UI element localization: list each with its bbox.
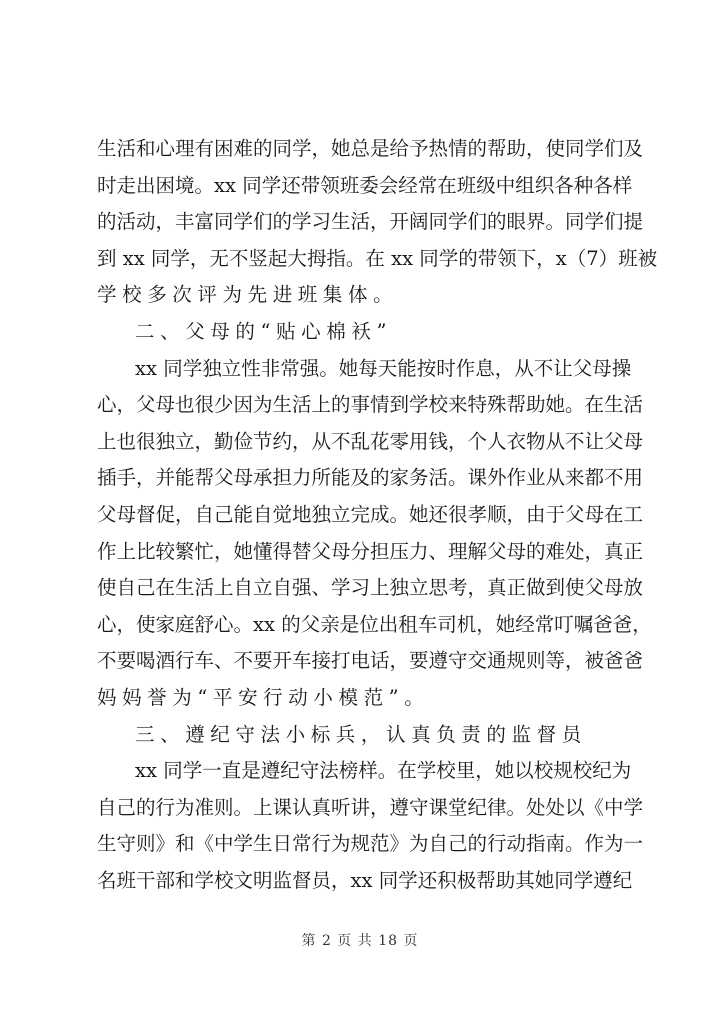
section-heading-2: 二、父母的“贴心棉袄” [135,319,393,343]
document-body [97,131,658,899]
text-line: 妈妈誉为“平安行动小模范”。 [97,685,430,709]
text-line: 父母督促，自己能自觉地独立完成。她还很孝顺，由于父母在工 [97,502,644,526]
text-line: 使自己在生活上自立自强、学习上独立思考，真正做到使父母放 [97,576,644,600]
text-line: xx 同学一直是遵纪守法榜样。在学校里，她以校规校纪为 [135,759,632,783]
text-line: 时走出困境。xx 同学还带领班委会经常在班级中组织各种各样 [97,173,633,197]
text-line: 到 xx 同学，无不竖起大拇指。在 xx 同学的带领下，x（7）班被 [97,246,658,270]
text-line: 上也很独立，勤俭节约，从不乱花零用钱，个人衣物从不让父母 [97,429,644,453]
page-number-footer: 第 2 页 共 18 页 [301,933,419,949]
text-line: 生守则》和《中学生日常行为规范》为自己的行动指南。作为一 [97,832,644,856]
text-line: 名班干部和学校文明监督员，xx 同学还积极帮助其她同学遵纪 [97,868,633,892]
text-line: xx 同学独立性非常强。她每天能按时作息，从不让父母操 [135,356,632,380]
text-line: 的活动，丰富同学们的学习生活，开阔同学们的眼界。同学们提 [97,210,644,234]
text-line: 自己的行为准则。上课认真听讲，遵守课堂纪律。处处以《中学 [97,795,644,819]
text-line: 不要喝酒行车、不要开车接打电话，要遵守交通规则等，被爸爸 [97,649,644,673]
text-line: 学校多次评为先进班集体。 [97,283,399,307]
text-line: 生活和心理有困难的同学，她总是给予热情的帮助，使同学们及 [97,137,644,160]
text-line: 插手，并能帮父母承担力所能及的家务活。课外作业从来都不用 [97,466,644,490]
text-line: 心，父母也很少因为生活上的事情到学校来特殊帮助她。在生活 [97,393,644,417]
text-line: 作上比较繁忙，她懂得替父母分担压力、理解父母的难处，真正 [97,539,644,563]
section-heading-3: 三、遵纪守法小标兵，认真负责的监督员 [135,722,587,746]
text-line: 心，使家庭舒心。xx 的父亲是位出租车司机，她经常叮嘱爸爸， [97,612,652,636]
